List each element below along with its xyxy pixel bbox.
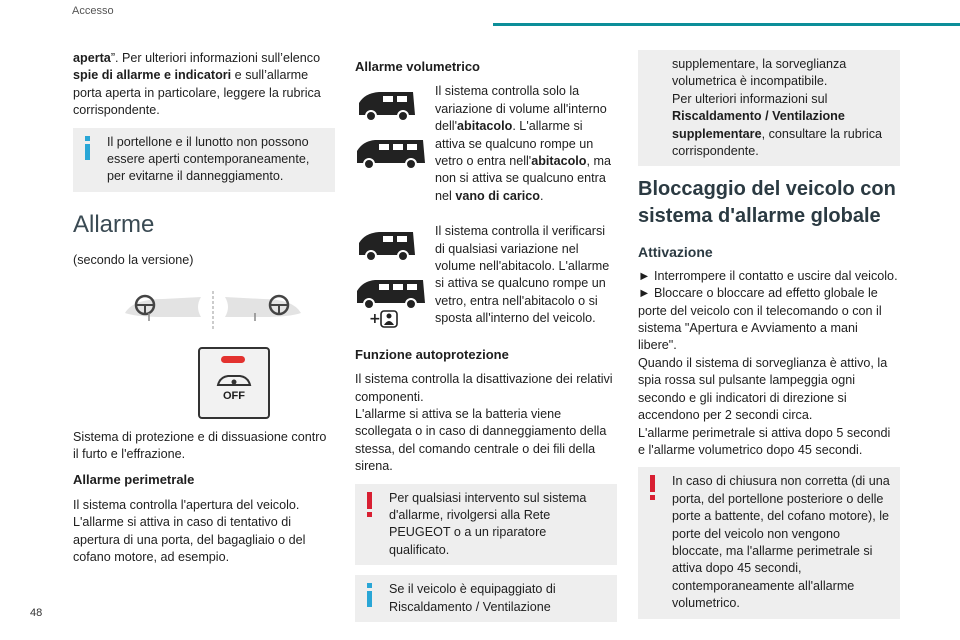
- volumetric-cabin-block: [355, 83, 617, 213]
- activation-text-2: L'allarme perimetrale si attiva dopo 5 secondi e l'allarme volumetrico dopo 45 secondi.: [638, 425, 891, 457]
- info-icon: [83, 136, 93, 162]
- activation-step-1: ► Interrompere il contatto e uscire dal veicolo.: [638, 268, 898, 283]
- svg-text:+: +: [369, 311, 381, 328]
- version-note: (secondo la versione): [73, 252, 194, 267]
- warning-icon: [365, 492, 375, 518]
- page-number: 48: [30, 607, 43, 619]
- van-short-icon: [355, 229, 419, 263]
- info-note: Il portellone e il lunotto non possono essere aperti contemporaneamente, per evitarne il danneggiamento.: [73, 128, 335, 192]
- alarm-description: Sistema di protezione e di dissuasione contro il furto e l'effrazione.: [73, 429, 327, 462]
- running-header: Accesso: [72, 5, 114, 17]
- van-with-passenger-icon: [355, 277, 427, 329]
- warning-icon: [648, 475, 658, 501]
- perimetral-alarm-text: Il sistema controlla l'apertura del veicolo. L'allarme si attiva in caso di tentativo di apertura di una porta, del bagagliaio o del cofano motore, ad esempio.: [73, 497, 306, 565]
- perimetral-alarm-title: Allarme perimetrale: [73, 472, 195, 488]
- alarm-off-button: OFF: [198, 347, 270, 419]
- info-icon: [365, 583, 375, 609]
- volumetric-alarm-title: Allarme volumetrico: [355, 59, 480, 74]
- car-alarm-icon: [216, 373, 252, 387]
- volumetric-full-text: Il sistema controlla il verificarsi di qualsiasi variazione nel volume nell'abitacolo. L'allarme si attiva se qualcuno rompe un vetro, entra nell'abitacolo o si sposta all'interno del veicolo.: [435, 224, 610, 326]
- info-note: Se il veicolo è equipaggiato di Riscaldamento / Ventilazione: [355, 575, 617, 622]
- self-protection-text-1: Il sistema controlla la disattivazione dei relativi componenti.: [355, 372, 613, 404]
- activation-text-1: Quando il sistema di sorveglianza è attivo, la spia rossa sul pulsante lampeggia ogni secondo e gli indicatori di direzione si accendono per 2 secondi circa.: [638, 355, 888, 423]
- self-protection-text-2: L'allarme si attiva se la batteria viene scollegata o in caso di danneggiamento della stessa, del comando centrale o dei fili della sirena.: [355, 406, 607, 474]
- van-long-icon: [355, 137, 427, 171]
- locking-section-title: Bloccaggio del veicolo con sistema d'allarme globale: [638, 178, 896, 228]
- column-1: [73, 50, 335, 575]
- info-note-continued: supplementare, la sorveglianza volumetrica è incompatibile. Per ulteriori informazioni sul Riscaldamento / Ventilazione supplementare, consultare la rubrica corrispondente.: [638, 50, 900, 166]
- section-title-alarm: Allarme: [73, 210, 155, 238]
- activation-step-2: ► Bloccare o bloccare ad effetto globale le porte del veicolo con il telecomando o con il sistema "Apertura e Avviamento a mani libere".: [638, 286, 882, 353]
- intro-paragraph: aperta”. Per ulteriori informazioni sull’elenco spie di allarme e indicatori e sull’allarme porta aperta in particolare, leggere la rubrica corrispondente.: [73, 51, 321, 118]
- header-accent-bar: [493, 23, 960, 26]
- column-2: [355, 50, 617, 632]
- warning-note: Per qualsiasi intervento sul sistema d'allarme, rivolgersi alla Rete PEUGEOT o a un riparatore qualificato.: [355, 484, 617, 566]
- van-short-icon: [355, 89, 419, 123]
- self-protection-title: Funzione autoprotezione: [355, 346, 509, 362]
- alarm-sensors-illustration: [123, 287, 303, 331]
- volumetric-cabin-text: Il sistema controlla solo la variazione di volume all'interno dell'abitacolo. L'allarme si attiva se qualcuno rompe un vetro o entra nell'abitacolo, ma non si attiva se qualcuno entra nel vano di carico.: [435, 84, 612, 203]
- column-3: [638, 50, 900, 629]
- activation-title: Attivazione: [638, 244, 713, 261]
- warning-note: In caso di chiusura non corretta (di una porta, del portellone posteriore o delle porte a battente, del cofano motore), le porte del veicolo non vengono bloccate, ma l'allarme perimetrale si attiva dopo 45 secondi, contemporaneamente all'allarme volumetrico.: [638, 467, 900, 618]
- volumetric-full-block: [355, 223, 617, 335]
- red-indicator-light: [221, 356, 245, 363]
